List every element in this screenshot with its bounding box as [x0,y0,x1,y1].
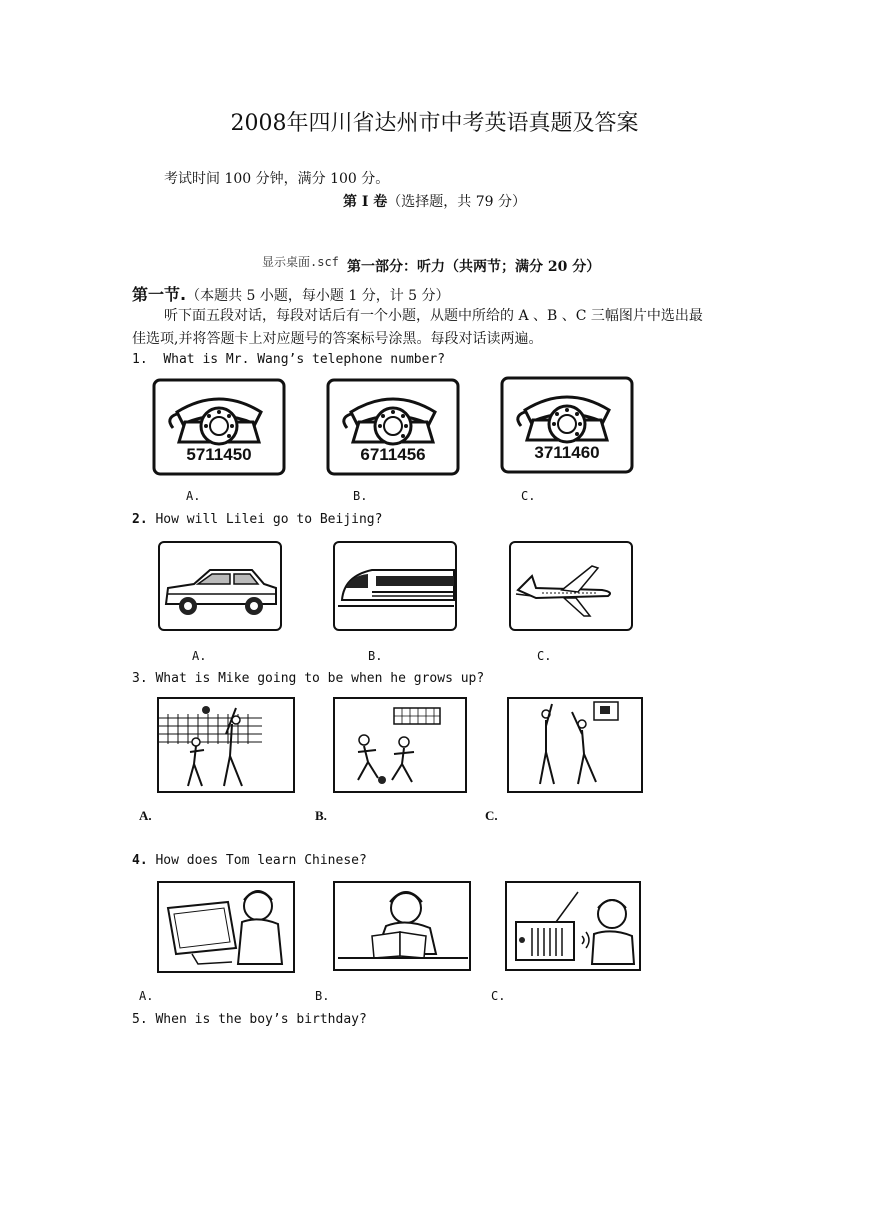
question-number: 5. [132,1012,148,1027]
computer-image [158,882,294,972]
question-number: 1. [132,352,148,367]
question-text: How will Lilei go to Beijing? [155,512,383,527]
question-4-pictures [132,878,652,978]
section-label: 第一节. [132,285,187,304]
volleyball-image [158,698,294,792]
phone-number-a: 5711450 [186,445,252,464]
option-c-label: C. [537,649,552,663]
option-a-label: A. [139,808,152,823]
question-3-pictures [132,694,652,798]
option-a-label: A. [139,989,154,1003]
option-c-label: C. [485,808,498,823]
document-title: 2008年四川省达州市中考英语真题及答案 [230,111,639,136]
exam-info: 考试时间 100 分钟，满分 100 分。 [164,171,390,187]
part-title: 第一部分：听力（共两节；满分 20 分） [347,259,601,275]
question-1-pictures [132,372,652,484]
question-text: How does Tom learn Chinese? [155,853,367,868]
phone-card-c [502,378,632,472]
instruction-line-1: 听下面五段对话，每段对话后有一个小题，从题中所给的 A 、B 、C 三幅图片中选出最 [164,308,703,324]
option-b-label: B. [368,649,383,663]
car-image [159,542,281,630]
option-b-label: B. [353,489,368,503]
section-desc: （本题共 5 小题，每小题 1 分，计 5 分） [186,288,450,304]
option-c-label: C. [521,489,536,503]
question-1 [132,352,445,367]
question-text: What is Mr. Wang’s telephone number? [163,352,446,367]
option-b-label: B. [315,808,327,823]
question-number: 2. [132,512,148,527]
question-4 [132,853,367,868]
train-image [334,542,456,630]
question-5 [132,1012,367,1027]
option-a-label: A. [186,489,201,503]
question-2 [132,512,382,527]
volume-label: 第 I 卷 [342,194,388,210]
option-a-label: A. [192,649,207,663]
soccer-image [334,698,466,792]
phone-number-b: 6711456 [360,445,426,464]
phone-number-c: 3711460 [534,443,600,462]
volume-heading [0,191,869,211]
question-number: 3. [132,671,148,686]
airplane-image [510,542,632,630]
option-c-label: C. [491,989,506,1003]
question-3 [132,671,484,686]
instruction-line-2: 佳选项,并将答题卡上对应题号的答案标号涂黑。每段对话读两遍。 [132,331,543,347]
question-number: 4. [132,853,148,868]
question-text: When is the boy’s birthday? [155,1012,367,1027]
basketball-image [508,698,642,792]
file-label: 显示桌面.scf [262,255,339,269]
section-heading [132,282,450,305]
option-b-label: B. [315,989,330,1003]
radio-image [506,882,640,970]
reading-book-image [334,882,470,970]
question-2-pictures [132,536,652,640]
volume-desc: （选择题，共 79 分） [387,194,526,210]
phone-card-b [328,380,458,474]
question-text: What is Mike going to be when he grows up? [155,671,485,686]
phone-card-a [154,380,284,474]
